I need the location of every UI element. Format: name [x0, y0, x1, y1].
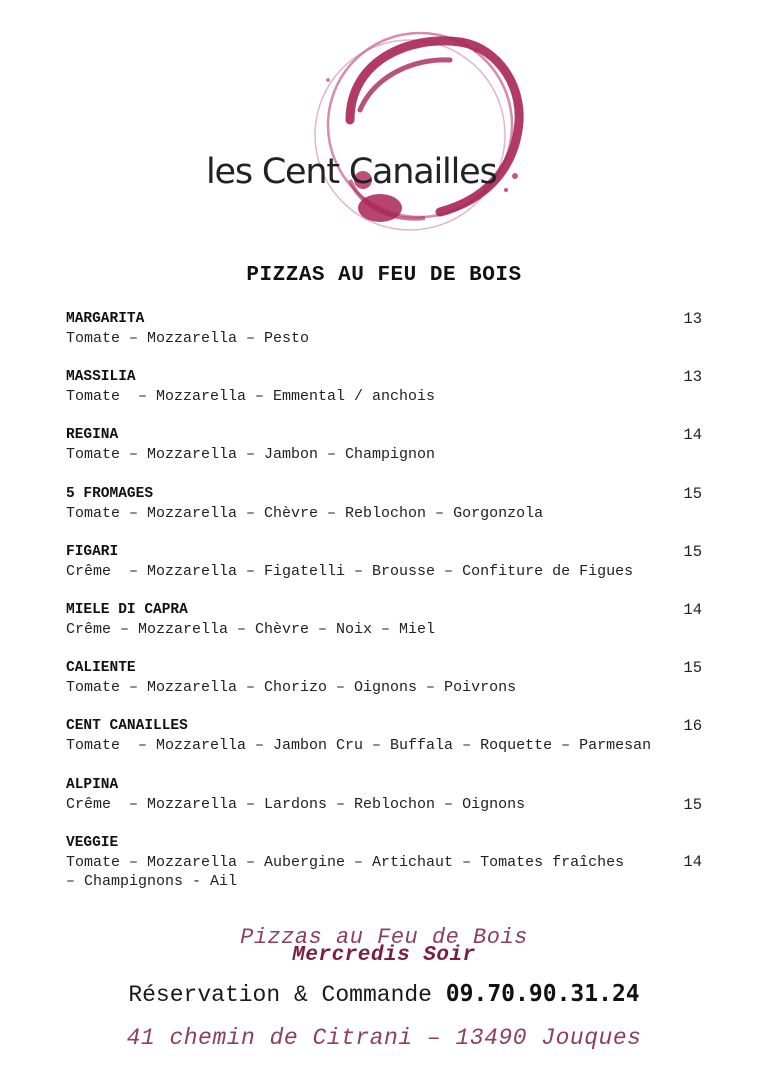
item-price: 15 — [683, 659, 702, 678]
item-price: 14 — [683, 852, 702, 871]
menu-title: PIZZAS AU FEU DE BOIS — [246, 264, 522, 287]
item-description: Crême – Mozzarella – Figatelli – Brousse – Confiture de Figues — [66, 562, 634, 580]
item-description: Tomate – Mozzarella – Emmental / anchois — [66, 388, 436, 406]
menu-item — [66, 717, 706, 775]
item-description: Crême – Mozzarella – Chèvre – Noix – Miel — [66, 620, 436, 638]
item-name: FIGARI — [66, 543, 119, 560]
item-price: 16 — [683, 717, 702, 736]
item-name: MIELE DI CAPRA — [66, 601, 188, 618]
item-price: 15 — [683, 795, 702, 814]
menu-item — [66, 368, 706, 426]
item-name: VEGGIE — [66, 834, 119, 851]
menu-item — [66, 485, 706, 543]
menu-item — [66, 601, 706, 659]
wine-stain-logo-icon — [200, 30, 530, 235]
footer-subtitle: Mercredis Soir — [292, 944, 476, 967]
item-name: REGINA — [66, 427, 119, 444]
item-price: 14 — [683, 426, 702, 445]
item-price: 14 — [683, 600, 702, 619]
menu-item — [66, 834, 706, 892]
item-price: 13 — [683, 368, 702, 387]
item-name: 5 FROMAGES — [66, 485, 154, 502]
item-description: Tomate – Mozzarella – Pesto — [66, 330, 310, 347]
menu-item — [66, 543, 706, 601]
menu-item — [66, 776, 706, 834]
menu-item — [66, 310, 706, 368]
item-price: 15 — [683, 484, 702, 503]
item-name: MARGARITA — [66, 311, 145, 327]
menu-list — [66, 310, 706, 892]
footer-title: Pizzas au Feu de Bois — [240, 925, 528, 950]
menu-item — [66, 659, 706, 717]
item-price: 15 — [683, 542, 702, 561]
item-description: Tomate – Mozzarella – Chèvre – Reblochon – Gorgonzola — [66, 504, 544, 522]
item-price: 13 — [683, 310, 702, 328]
item-description: Tomate – Mozzarella – Aubergine – Artichaut – Tomates fraîches – Champignons - Ail — [66, 853, 625, 891]
item-name: ALPINA — [66, 776, 119, 793]
menu-item — [66, 426, 706, 484]
item-description: Tomate – Mozzarella – Jambon – Champignon — [66, 446, 436, 464]
item-description: Tomate – Mozzarella – Jambon Cru – Buffala – Roquette – Parmesan — [66, 737, 652, 755]
item-description: Crême – Mozzarella – Lardons – Reblochon – Oignons — [66, 795, 526, 813]
item-name: MASSILIA — [66, 369, 136, 386]
phone-number: 09.70.90.31.24 — [445, 981, 640, 1007]
logo-text: les Cent Canailles — [206, 152, 497, 192]
item-name: CENT CANAILLES — [66, 718, 188, 735]
logo — [200, 30, 530, 235]
item-name: CALIENTE — [66, 660, 136, 677]
reservation-line — [0, 981, 768, 1008]
item-description: Tomate – Mozzarella – Chorizo – Oignons – Poivrons — [66, 679, 517, 697]
reservation-label: Réservation & Commande — [128, 982, 432, 1008]
address: 41 chemin de Citrani – 13490 Jouques — [126, 1025, 642, 1051]
